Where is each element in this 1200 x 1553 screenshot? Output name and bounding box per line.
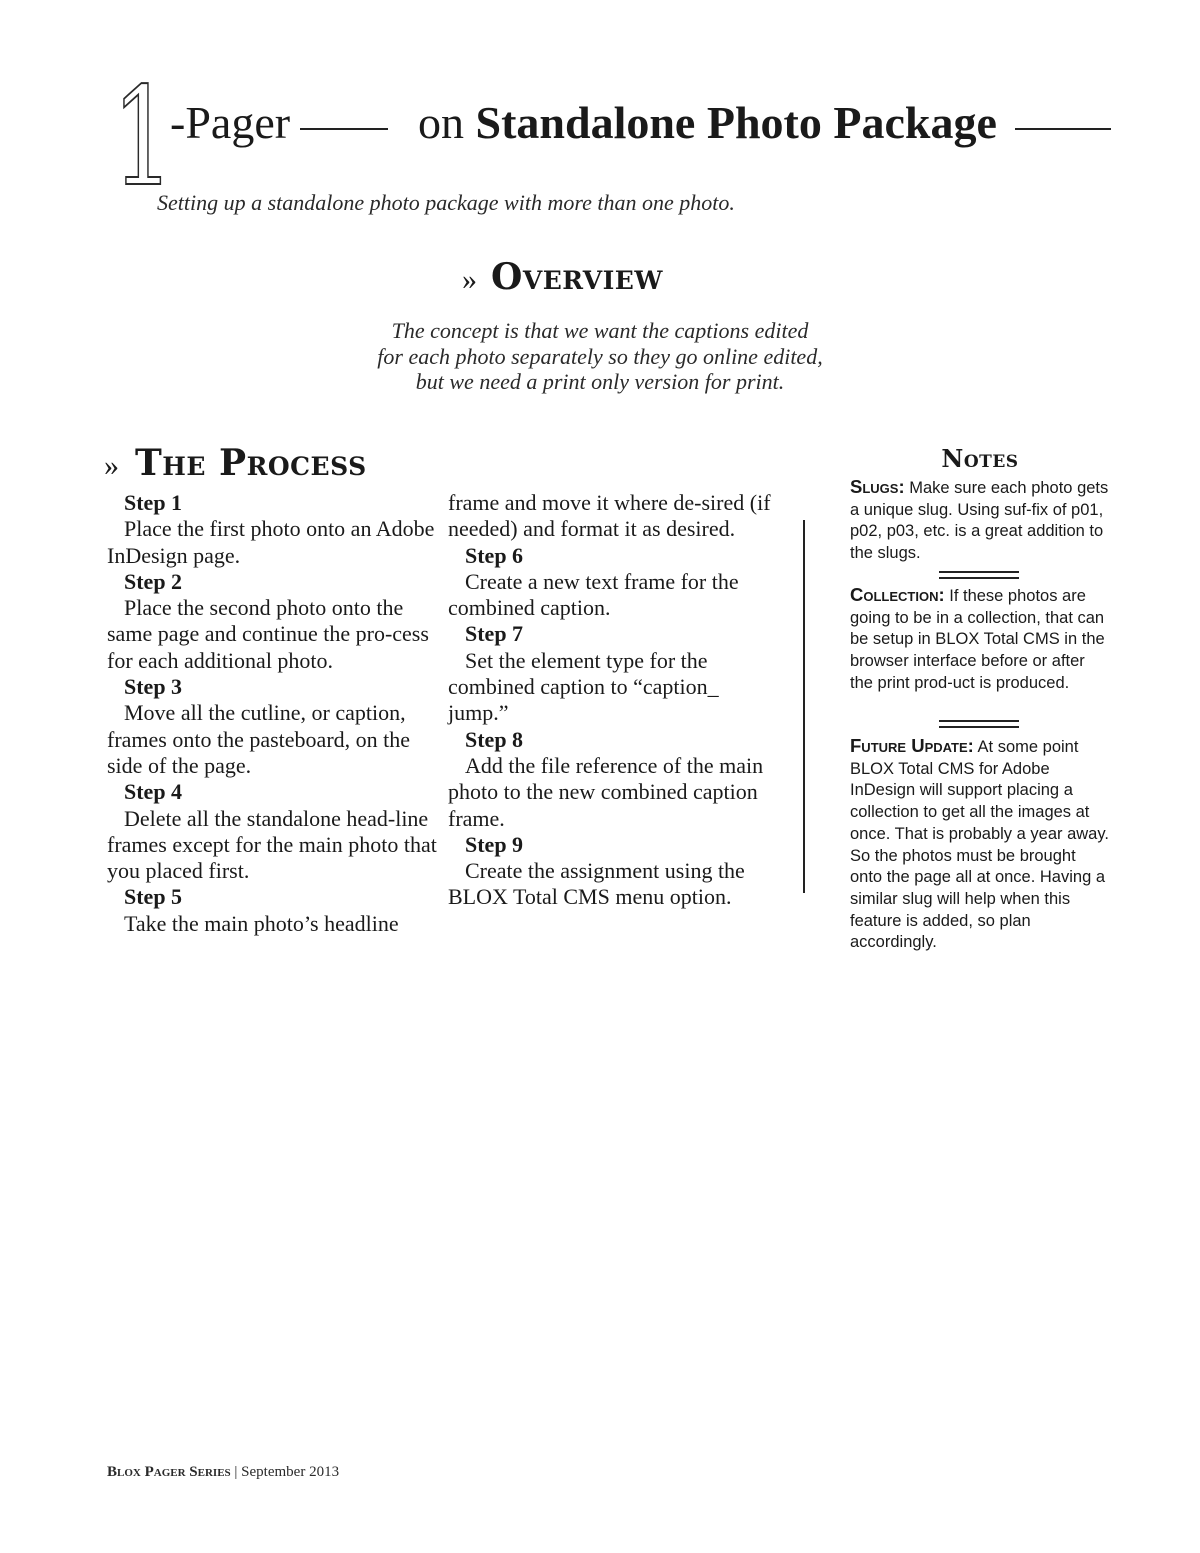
step-6-title: Step 6 (465, 542, 524, 568)
step-7-title: Step 7 (465, 621, 524, 647)
chevron-icon: » (462, 263, 477, 296)
note-label: Slugs: (850, 476, 905, 497)
footer-separator: | (230, 1464, 242, 1480)
process-column-1 (107, 490, 442, 937)
overview-title: Overview (491, 256, 663, 298)
process-title: The Process (135, 442, 367, 484)
step-5-title: Step 5 (124, 884, 183, 910)
chevron-icon: » (104, 449, 119, 482)
process-heading (104, 442, 367, 484)
step-5-continued: frame and move it where de-sired (if needed) and format it as desired. (448, 490, 771, 542)
title-numeral: 1 (112, 59, 175, 217)
footer-series: Blox Pager Series (107, 1464, 231, 1480)
step-6-text: Create a new text frame for the combined caption. (448, 568, 739, 621)
title-rule-left (300, 128, 388, 130)
step-4-text: Delete all the standalone head-line frames except for the main photo that you placed first. (107, 805, 437, 884)
step-7-text: Set the element type for the combined caption to “caption_ jump.” (448, 647, 719, 726)
note-future-update (850, 735, 1112, 954)
overview-line: for each photo separately so they go online edited, (377, 343, 823, 369)
step-2-text: Place the second photo onto the same page and continue the pro-cess for each additional photo. (107, 595, 429, 673)
footer (107, 1464, 339, 1481)
notes-heading: Notes (941, 444, 1019, 473)
note-label: Future Update: (850, 735, 974, 756)
step-1-text: Place the first photo onto an Adobe InDesign page. (107, 516, 435, 568)
step-9-title: Step 9 (465, 831, 524, 857)
subtitle: Setting up a standalone photo package with more than one photo. (157, 190, 735, 215)
title-pager: -Pager (170, 97, 291, 148)
overview-line: The concept is that we want the captions edited (391, 318, 809, 343)
title-rule-right (1015, 128, 1111, 130)
note-collection (850, 584, 1112, 695)
step-3-title: Step 3 (124, 674, 183, 700)
note-text: If these photos are going to be in a collection, that can be setup in BLOX Total CMS in the browser interface before or after the print prod-uct is produced. (850, 587, 1105, 692)
step-1-title: Step 1 (124, 490, 183, 515)
note-divider (939, 720, 1019, 728)
note-label: Collection: (850, 584, 945, 605)
page-title (418, 97, 997, 148)
process-column-2 (448, 490, 783, 911)
title-main: Standalone Photo Package (475, 97, 997, 148)
step-4-title: Step 4 (124, 779, 183, 805)
note-text: Make sure each photo gets a unique slug. Using suf-fix of p01, p02, p03, etc. is a great addition to the slugs. (850, 479, 1109, 563)
note-slugs (850, 476, 1112, 565)
note-text: At some point BLOX Total CMS for Adobe InDesign will support placing a collection to get all the images at once. That is probably a year away. So the photos must be brought onto the page all at once. Having a similar slug will help when this feature is added, so plan accordingly. (850, 738, 1109, 952)
step-5-text: Take the main photo’s headline (124, 910, 399, 936)
step-8-text: Add the file reference of the main photo to the new combined caption frame. (448, 752, 764, 831)
title-on: on (418, 97, 464, 148)
step-2-title: Step 2 (124, 568, 183, 594)
step-3-text: Move all the cutline, or caption, frames onto the pasteboard, on the side of the page. (107, 700, 411, 778)
step-9-text: Create the assignment using the BLOX Total CMS menu option. (448, 858, 745, 910)
note-divider (939, 571, 1019, 579)
overview-heading (462, 256, 663, 298)
overview-text (330, 318, 870, 395)
overview-line: but we need a print only version for print. (415, 369, 785, 394)
column-divider (803, 520, 805, 893)
step-8-title: Step 8 (465, 726, 524, 752)
footer-date: September 2013 (241, 1464, 340, 1480)
